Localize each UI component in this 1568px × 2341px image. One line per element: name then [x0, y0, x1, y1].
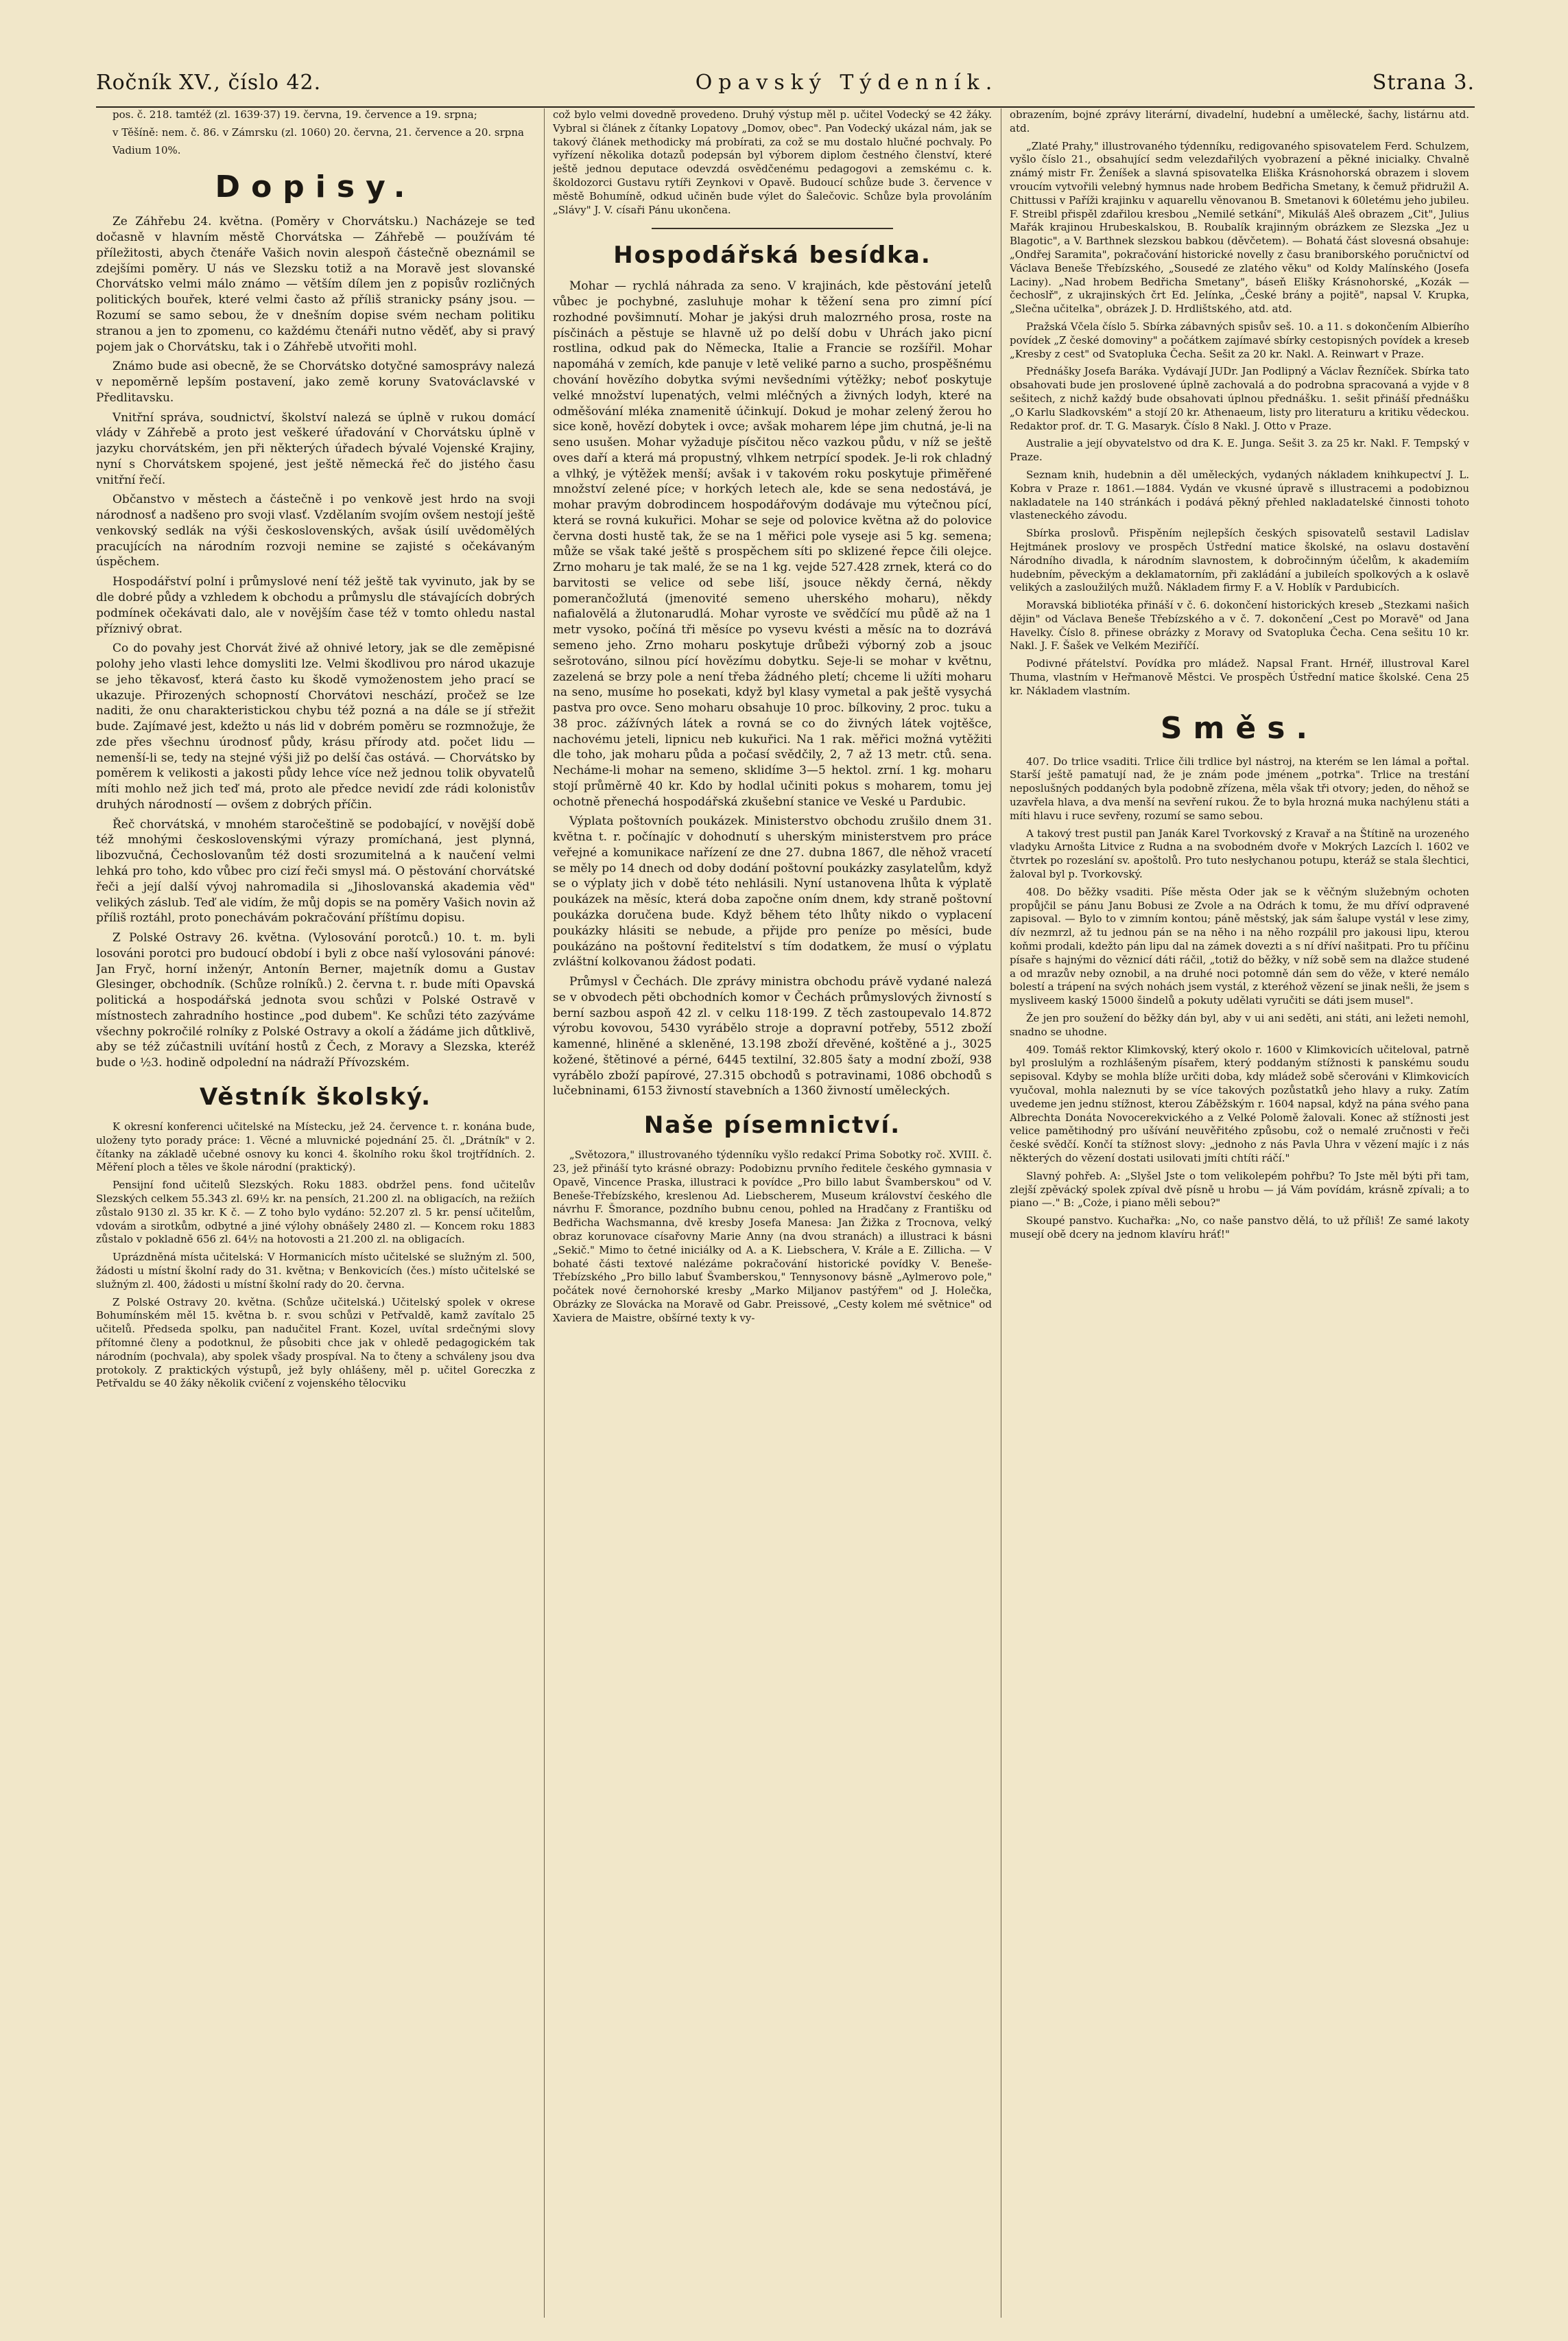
- article-paragraph: což bylo velmi dovedně provedeno. Druhý výstup měl p. učitel Vodecký se 42 žáky. Vybral si článek z čítanky Lopatovy „Domov, obec". Pan Vodecký ukázal nám, jak se takový článek methodicky má probírati, za což se mu dostalo hlučné pochvaly. Po vyřízení několika dotazů podepsán byl výborem diplom čestného členství, které ještě jednou deputace odevzdá osvědčenému pedagogovi a zemskému c. k. školdozorci Gustavu rytíři Zeynkovi v Opavě. Budoucí schůze bude 3. července v městě Bohumíně, odkud učiněn bude výlet do Šalečovic. Schůze byla provoláním „Slávy" J. V. císaři Pánu ukončena.: [553, 108, 992, 216]
- article-paragraph: 409. Tomáš rektor Klimkovský, který okolo r. 1600 v Klimkovicích učiteloval, patrně byl proslulým a rozhlášeným písařem, který poddaným stížnosti k panskému soudu sepisoval. Kdyby se mohla blíže určiti doba, kdy mládež sobě sčerováni v Klimkovicích vyučoval, mohla naleznuti by se více takových pozůstatků jeho hlavy a ruky. Zatím uvedeme jen jednu stížnost, kterou Záběžským r. 1604 napsal, když na pána svého pana Albrechta Donáta Novocerekvického a z Velké Polomě žalovali. Konec až stížnosti jest velice pamětihodný pro ušívání neuvěřitého způsobu, což o nemalé zručnosti v řeči české svědčí. Končí ta stížnost slovy: „jednoho z nás Pavla Uhra v vězení majíc i z nás některých do vězení dostati usilovati jmíti chtíti ráčí.": [1010, 1043, 1469, 1164]
- column-2: [553, 108, 992, 2318]
- article-paragraph: Moravská bibliotéka přináší v č. 6. dokončení historických kreseb „Stezkami našich dějin" od Václava Beneše Třebízského a v č. 7. dokončení „Cest po Moravě" od Jana Havelky. Číslo 8. přinese obrázky z Moravy od Svatopluka Čecha. Cena sešitu 10 kr. Nakl. J. F. Šašek ve Velkém Meziříčí.: [1010, 599, 1469, 652]
- article-paragraph: Pensijní fond učitelů Slezských. Roku 1883. obdržel pens. fond učitelův Slezských celkem 55.343 zl. 69½ kr. na pensích, 21.200 zl. na obligacích, na režiích zůstalo 9130 zl. 35 kr. K č. — Z toho bylo vydáno: 52.207 zl. 5 kr. pensí učitelům, vdovám a sirotkům, odbytné a jiné výlohy obnášely 2480 zl. — Koncem roku 1883 zůstalo v pokladně 656 zl. 64½ na hotovosti a 21.200 zl. na obligacích.: [96, 1179, 535, 1246]
- article-paragraph: Hospodářství polní i průmyslové není též ještě tak vyvinuto, jak by se dle dobré půdy a vzhledem k obchodu a průmyslu dle stávajících dobrých podmínek očekávati dalo, ale v novějším čase též v tomto ohledu nastal příznivý obrat.: [96, 575, 535, 636]
- article-paragraph: Co do povahy jest Chorvát živé až ohnivé letory, jak se dle zeměpisné polohy jeho vlasti lehce domysliti lze. Velmi škodlivou pro národ ukazuje se jeho těkavosť, která často ku škodě vymoženostem jeho prací se ukazuje. Přirozených schopností Chorvátovi neschází, pročež se lze naditi, že onu charakteristickou chybu též pozná a na dále se jí střežit bude. Zajímavé jest, kdežto u nás lid v dobrém poměru se rozmnožuje, že zde přes všechnu úrodnosť půdy, krásu přírody atd. počet lidu — nemenší-li se, tedy na stejné výši již po delší čas ostává. — Chorvátsko by poměrem k velikosti a jakosti půdy lehce více než jednou tolik obyvatelů míti mohlo než jich teď má, proto ale předce nevidí zde rádi kolonistův druhých národností — ovšem z dobrých příčin.: [96, 642, 535, 812]
- article-paragraph: obrazením, bojné zprávy literární, divadelní, hudební a umělecké, šachy, listárnu atd. atd.: [1010, 108, 1469, 134]
- article-paragraph: „Světozora," illustrovaného týdenníku vyšlo redakcí Prima Sobotky roč. XVIII. č. 23, jež přináší tyto krásné obrazy: Podobiznu prvního ředitele českého gymnasia v Opavě, Vincence Praska, illustraci k povídce „Pro billo labut Švamberskou" od V. Beneše-Třebízského, kreslenou Ad. Liebscherem, Museum království českého dle návrhu F. Šmorance, pozdního bubnu cenou, pohled na Hradčany z Františku od Bedřicha Wachsmanna, dvě kresby Josefa Manesa: Jan Žižka z Trocnova, velký obraz korunovace císařovny Marie Anny (na dvou stranách) a illustraci k básni „Sekič." Mimo to četné iniciálky od A. a K. Liebschera, V. Krále a E. Zillicha. — V bohaté části textové nalézáme pokračování historické povídky V. Beneše-Třebízského „Pro billo labuť Švamberskou," Tennysonovy básně „Aylmerovo pole," počátek nové černohorské kresby „Marko Miljanov pastýřem" od J. Holečka, Obrázky ze Slovácka na Moravě od Gabr. Preissové, „Cesty kolem mé světnice" od Xaviera de Maistre, obšírné texty k vy-: [553, 1149, 992, 1324]
- article-paragraph: Skoupé panstvo. Kuchařka: „No, co naše panstvo dělá, to už příliš! Ze samé lakoty musejí obě dcery na jednom klavíru hráť!": [1010, 1214, 1469, 1240]
- article-paragraph: Občanstvo v městech a částečně i po venkově jest hrdo na svoji národnosť a nadšeno pro svoji vlasť. Vzdělaním svojím ovšem nestojí ještě venkovský sedlák na výši československých, avšak úsilí uvědomělých pracujících na národním rozvoji nemine se zajisté s očekávaným úspěchem.: [96, 493, 535, 569]
- newspaper-title: Opavský Týdenník.: [695, 70, 999, 95]
- article-paragraph: Uprázdněná místa učitelská: V Hormanicích místo učitelské se služným zl. 500, žádosti u místní školní rady do 31. května; v Benkovicích (čes.) místo učitelské se služným zl. 400, žádosti u místní školní rady do 20. června.: [96, 1251, 535, 1291]
- section-title-smes: Směs.: [1160, 710, 1319, 746]
- article-paragraph: A takový trest pustil pan Janák Karel Tvorkovský z Kravař a na Štítině na urozeného vladyku Arnošta Litvice z Rudna a na svobodném dvoře v Mokrých Lazcích l. 1602 ve čtvrtek po rozeslání sv. apoštolů. Pro tuto nesłychanou potupu, kteráž se stala šlechtici, žaloval byl p. Tvorkovský.: [1010, 827, 1469, 881]
- auction-line: v Těšíně: nem. č. 86. v Zámrsku (zl. 1060) 20. června, 21. července a 20. srpna: [112, 126, 524, 139]
- section-title-vestnik: Věstník školský.: [199, 1083, 432, 1111]
- column-1: [96, 108, 535, 2318]
- article-paragraph: Vnitřní správa, soudnictví, školství nalezá se úplně v rukou domácí vlády v Záhřebě a proto jest veškeré úřadování v Chorvátsku úplně v jazyku chorvátském, jen při některých úřadech bývalé Vojenské Krajiny, nyní s Chorvátskem spojené, jest ještě německá řeč do jistého času vnitřní řečí.: [96, 410, 535, 487]
- header-rule: [96, 106, 1475, 108]
- article-paragraph: Přednášky Josefa Baráka. Vydávají JUDr. Jan Podlipný a Václav Řezníček. Sbírka tato obsahovati bude jen proslovené úplně zachovalá a do podrobna spracovaná a vyjde v 8 sešitech, z nichž každý bude obsahovati úplnou přednášku. 1. sešit přináší přednášku „O Karlu Sladkovském" a stojí 20 kr. Athenaeum, listy pro literaturu a kritiku vědeckou. Redaktor prof. dr. T. G. Masaryk. Číslo 8 Nakl. J. Otto v Praze.: [1010, 365, 1469, 432]
- section-title-pisemnictvi: Naše písemnictví.: [643, 1111, 901, 1140]
- column-3: [1010, 108, 1469, 2318]
- article-paragraph: Známo bude asi obecně, že se Chorvátsko dotyčné samosprávy nalezá v nepoměrně lepším postavení, jako země koruny Svatováclavské v Předlitavsku.: [96, 360, 535, 405]
- article-paragraph: Podivné přátelství. Povídka pro mládež. Napsal Frant. Hrnéř, illustroval Karel Thuma, vlastním v Heřmanově Městci. Ve prospěch Ústřední matice školské. Cena 25 kr. Nákladem vlastním.: [1010, 657, 1469, 697]
- article-paragraph: Z Polské Ostravy 26. května. (Vylosování porotců.) 10. t. m. byli losováni porotci pro budoucí období i byli z obce naší vylosováni pánové: Jan Fryč, horní inženýr, Antonín Berner, majetník domu a Gustav Glesinger, obchodník. (Schůze rolníků.) 2. června t. r. bude míti Opavská politická a hospodářská jednota svou schůzi v Polské Ostravě v místnostech zahradního hostince „pod dubem". Ke schůzi této zazýváme všechny pokročilé rolníky z Polské Ostravy a okolí a žádáme jich důtklivě, aby se též zúčastnili uvítání hostů z Čech, z Moravy a Slezska, kteréž bude o ½3. hodině odpolední na nádraží Přívozském.: [96, 931, 535, 1070]
- page-number: Strana 3.: [1372, 70, 1475, 95]
- article-paragraph: „Zlaté Prahy," illustrovaného týdenníku, redigovaného spisovatelem Ferd. Schulzem, vyšlo číslo 21., obsahující sedm velezdařilých vyobrazení a pěkné inicialky. Chvalně známý mistr Fr. Ženíšek a slavná spisovatelka Eliška Krásnohorská obrazem i slovem vroucím vytvořili velebný hymnus nade hrobem Bedřicha Smetany, k čemuž přidružil A. Chittussi v Paříži krajinku v aquarellu věnovanou B. Smetanovi k 60letému jeho jubileu. F. Streibl přispěl zdařilou kresbou „Nemilé setkání", Mikuláš Aleš obrazem „Cit", Julius Mařák krajinou Hrubeskalskou, B. Roubalík krajinným obrázkem ze Slezska „Jez u Blagotic", a V. Barthnek slezskou babkou (děvčetem). — Bohatá část slovesná obsahuje: „Ondřej Saramita", pokračování historické novelly z času braniborského poručnictví od Václava Beneše Třebízského, „Sousedé ze zlatého věku" od Koldy Malínského (Josefa Laciny). „Nad hrobem Bedřicha Smetany", báseň Elišky Krásnohorské, „Kozák — čechoslř", z ukrajinských črt Ed. Jelínka, „České brány a pojitě", napsal V. Krupka, „Slečna učitelka", obrázek J. D. Hrdlištského, atd. atd.: [1010, 139, 1469, 316]
- article-paragraph: Mohar — rychlá náhrada za seno. V krajinách, kde pěstování jetelů vůbec je pochybné, zasluhuje mohar k těžení sena pro zimní pící rozhodné povšimnutí. Mohar je jakýsi druh malozrného prosa, roste na písčinách a pěstuje se hlavně už po delší dobu v Uhrách jako picní rostlina, odkud pak do Německa, Italie a Francie se rozšířil. Mohar napomáhá v zemích, kde panuje v letě veliké parno a sucho, prospěšnému chování hovězího dobytka svými nevšedními výtěžky; neboť poskytuje velké množství lupenatých, velmi mléčných a živných lodyh, které na odměšování mléka znamenitě účinkují. Dokud je mohar zelený žerou ho sice koně, hovězí dobytek i ovce; avšak moharem lépe jim chutná, je-li na seno usušen. Mohar vyžaduje písčitou něco vazkou půdu, v níž se ještě oves daří a která má propustný, vlhkem netrpící spodek. Je-li rok chladný a vlhký, je výtěžek menší; avšak i v takovém roku poskytuje přiměřené množství zelené píce; v horkých letech ale, kde se sena nedostává, je mohar pravým dobrodincem hospodářovým dodávaje mu výtečnou pící, která se rovná kukuřici. Mohar se seje od polovice května až do polovice června dosti hustě tak, že se na 1 měřici pole vyseje asi 5 kg. semena; může se však také ještě s prospěchem síti po sklizené řepce čili olejce. Zrno moharu je tak malé, že se na 1 kg. vejde 527.428 zrnek, která co do barvitosti se velice od sebe liší, jsouce někdy černá, někdy pomerančožlutá (jmenovité semeno uherského moharu), někdy nafialovělá a žlutonarudlá. Mohar vyroste ve svědčící mu půdě až na 1 metr vysoko, počíná tři měsíce po vysevu kvésti a měsíc na to dozrává semeno jeho. Zrno moharu poskytuje drůbeži výborný zob a jsouc sešrotováno, silnou pící hovězímu dobytku. Seje-li se mohar v květnu, zazelená se brzy pole a není třeba žádného pletí; chceme li užíti moharu na seno, musíme ho posekati, když byl klasy vymetal a pak ještě vysychá pastva pro ovce. Seno moharu obsahuje 10 proc. bílkoviny, 2 proc. tuku a 38 proc. zážívných látek a rovná se co do živných látek vojtěšce, nachovému jeteli, lipnicu neb kukuřici. Na 1 rak. měřici možná vytěžiti dle toho, jak moharu půda a počasí svědčily, 2, 7 až 13 metr. ctů. sena. Necháme-li mohar na semeno, sklidíme 3—5 hektol. zrní. 1 kg. moharu stojí průměrně 40 kr. Kdo by hodlal učiniti pokus s moharem, tomu jej ochotně přenechá hospodářská zkušební stanice ve Veské u Pardubic.: [553, 279, 992, 809]
- article-paragraph: Že jen pro soužení do běžky dán byl, aby v ui ani seděti, ani státi, ani ležeti nemohl, snadno se uhodne.: [1010, 1012, 1469, 1038]
- article-paragraph: K okresní konferenci učitelské na Místecku, jež 24. července t. r. konána bude, uloženy tyto porady práce: 1. Věcné a mluvnické pojednání 25. čl. „Drátník" v 2. čítanky na základě učebné osnovy ku konci 4. školního roku škol trojtřídních. 2. Měření ploch a těles ve škole národní (praktický).: [96, 1120, 535, 1174]
- article-paragraph: Australie a její obyvatelstvo od dra K. E. Junga. Sešit 3. za 25 kr. Nakl. F. Tempský v Praze.: [1010, 437, 1469, 464]
- article-paragraph: Řeč chorvátská, v mnohém staročeštině se podobající, v novější době též mnohými československými výrazy promíchaná, jest plynná, libozvučná, Čechoslovanům též dosti srozumitelná a k naučení velmi lehká pro toho, kdo vůbec pro cizí řeči smysl má. O pěstování chorvátské řeči a její další vývoj nahromadila si „Jihoslovanská akademia věd" velikých záslub. Teď ale vidím, že můj dopis se na poměry Vašich novin až příliš roztáhl, proto ponechávám pokračování příštímu dopisu.: [96, 817, 535, 926]
- article-paragraph: Sbírka proslovů. Přispěním nejlepších českých spisovatelů sestavil Ladislav Hejtmánek proslovy ve prospěch Ústřední matice školské, na oslavu dostavění Národního divadla, k národním slavnostem, k dobročinným účelům, k akademiím hudebním, pěveckým a deklamatorním, při zakládání a jubileích spolkových a k oslavě velikých a zasloužilých mužů. Nákladem firmy F. a V. Hoblík v Pardubicích.: [1010, 527, 1469, 594]
- article-paragraph: Výplata poštovních poukázek. Ministerstvo obchodu zrušilo dnem 31. května t. r. počínajíc v dohodnutí s uherským ministerstvem pro práce veřejné a komunikace nařízení ze dne 27. dubna 1867, dle něhož vracetí se měly po 14 dnech od doby dodání poštovní poukázky zasylatelům, když se o výplaty jich v době této nehlásili. Nyní ustanovena lhůta k výplatě poukázek na měsíc, která doba započne oním dnem, kdy straně poštovní poukázka doručena bude. Když během této lhůty nikdo o vyplacení poukázky hlásiti se nebude, a přijde pro peníze po měsíci, bude poukázáno na poštovní ředitelství s tím dodatkem, že musí o výplatu zvláštní kolkovanou žádost podati.: [553, 814, 992, 969]
- article-paragraph: Pražská Včela číslo 5. Sbírka zábavných spisův seš. 10. a 11. s dokončením Albierího povídek „Z české domoviny" a počátkem zajímavé sbírky cestopisných povídek a kreseb „Kresby z cest" od Svatopluka Čecha. Sešit za 20 kr. Nakl. A. Reinwart v Praze.: [1010, 320, 1469, 360]
- divider: [652, 228, 893, 229]
- article-paragraph: Z Polské Ostravy 20. května. (Schůze učitelská.) Učitelský spolek v okrese Bohumínském měl 15. května b. r. svou schůzi v Petřvaldě, kamž zavítalo 25 učitelů. Předseda spolku, pan nadučitel Frant. Kozel, uvítal srdečnými slovy přítomné členy a podotknul, že působiti chce jak v ohledě pedagogickém tak národním (pochvala), aby spolek všady prospíval. Na to čteny a schváleny jsou dva protokoly. Z praktických výstupů, jež byly ohlášeny, měl p. učitel Goreczka z Petřvaldu se 40 žáky několik cvičení z vojenského tělocviku: [96, 1295, 535, 1390]
- section-title-dopisy: Dopisy.: [215, 169, 416, 205]
- article-paragraph: Průmysl v Čechách. Dle zprávy ministra obchodu právě vydané nalezá se v obvodech pěti obchodních komor v Čechách průmyslových živností s berní sazbou aspoň 42 zl. v celku 118·199. Z těch zastoupevalo 14.872 výrobu kovovou, 5430 vyrábělo stroje a dopravní potřeby, 5512 zboží kamenné, hliněné a skleněné, 13.198 zboží dřevěné, koštěné a j., 3025 kožené, štětinové a pérné, 6445 textilní, 32.805 šaty a modní zboží, 938 vyrábělo zboží papírové, 27.315 obchodů s potravinami, 1086 obchodů s lučebninami, 6153 živností stavebních a 1360 živností uměleckých.: [553, 975, 992, 1098]
- auction-line: Vadium 10%.: [112, 143, 181, 156]
- article-paragraph: Ze Záhřebu 24. května. (Poměry v Chorvátsku.) Nacházeje se teď dočasně v hlavním městě Chorvátska — Záhřebě — používám té příležitosti, abych čtenáře Vašich novin alespoň částečně obeznámil se zdejšími poměry. U nás ve Slezsku totiž a na Moravě jest slovanské Chorvátsko velmi málo známo — větším dílem jen z popisův rozličných politických bouřek, které velmi často až příliš stranicky psány jsou. — Rozumí se samo sebou, že v dnešním dopise svém necham politiku stranou a jen to zpomenu, co každému čtenáři nutno věděť, aby si pravý pojem jak o Chorvátsku, tak i o Záhřebě utvořiti mohl.: [96, 215, 535, 354]
- auction-line: pos. č. 218. tamtéž (zl. 1639·37) 19. června, 19. července a 19. srpna;: [112, 108, 477, 121]
- column-divider: [544, 108, 545, 2318]
- issue-number: Ročník XV., číslo 42.: [96, 70, 322, 95]
- article-paragraph: 407. Do trlice vsaditi. Trlice čili trdlice byl nástroj, na kterém se len lámal a pořtal. Starší ještě pamatují nad, že je znám pode jménem „potrka". Trlice na trestání neposlušných poddaných byla podobně zřízena, měla však tři otvory; jeden, do něhož se uzavřela hlava, a dva menší na sevření rukou. Že to byla hrozná muka nachýlenu státi a míti hlavu i ruce sevřeny, rozumí se samo sebou.: [1010, 755, 1469, 822]
- article-paragraph: Slavný pohřeb. A: „Slyšel Jste o tom velikolepém pohřbu? To Jste měl býti při tam, zlejší zpěvácký spolek zpíval dvě písně u hrobu — já Vám povídám, krásně zpívali; a to piano —." B: „Coże, i piano měli sebou?": [1010, 1169, 1469, 1210]
- section-title-hospodarska: Hospodářská besídka.: [613, 242, 931, 270]
- article-paragraph: Seznam knih, hudebnin a děl uměleckých, vydaných nákladem knihkupectví J. L. Kobra v Praze r. 1861.—1884. Vydán ve vkusné úpravě s illustracemi a podobiznou nakladatele na 140 stránkách i podává pěkný přehled nakladatelské činnosti tohoto vlasteneckého závodu.: [1010, 468, 1469, 522]
- article-paragraph: 408. Do běžky vsaditi. Píše města Oder jak se k věčným služebným ochoten propůjčil se pánu Janu Bobusi ze Zvole a na Odrách k tomu, že mu dříví odpravené zapisoval. — Bylo to v zimním kontou; páně městský, jak sám šalupe vystál v lese zimy, dív nezmrzl, až tu jednou pán se na něho i na něho rozpálil pro jakousi lipu, kterou koňmi prodali, kdežto pán lipu dal na zámek dovezti a s ní dříví našitpati. Pro tu příčinu písaře s hajnými do věznicí dáti ráčil, „totiž do běžky, v níž sobě sem na dlažce studené a od mrazův neby oznobil, a na druhé noci potomně dán sem do věže, v které nemálo bolestí a trápení na svých nohách jsem vystál, z kteréhož vězení se jinak nešli, že jsem s mysliveem kaský 15000 šindelů a pokuty udělati vyručiti se dáti jsem musel".: [1010, 885, 1469, 1007]
- page-header: [96, 62, 1475, 103]
